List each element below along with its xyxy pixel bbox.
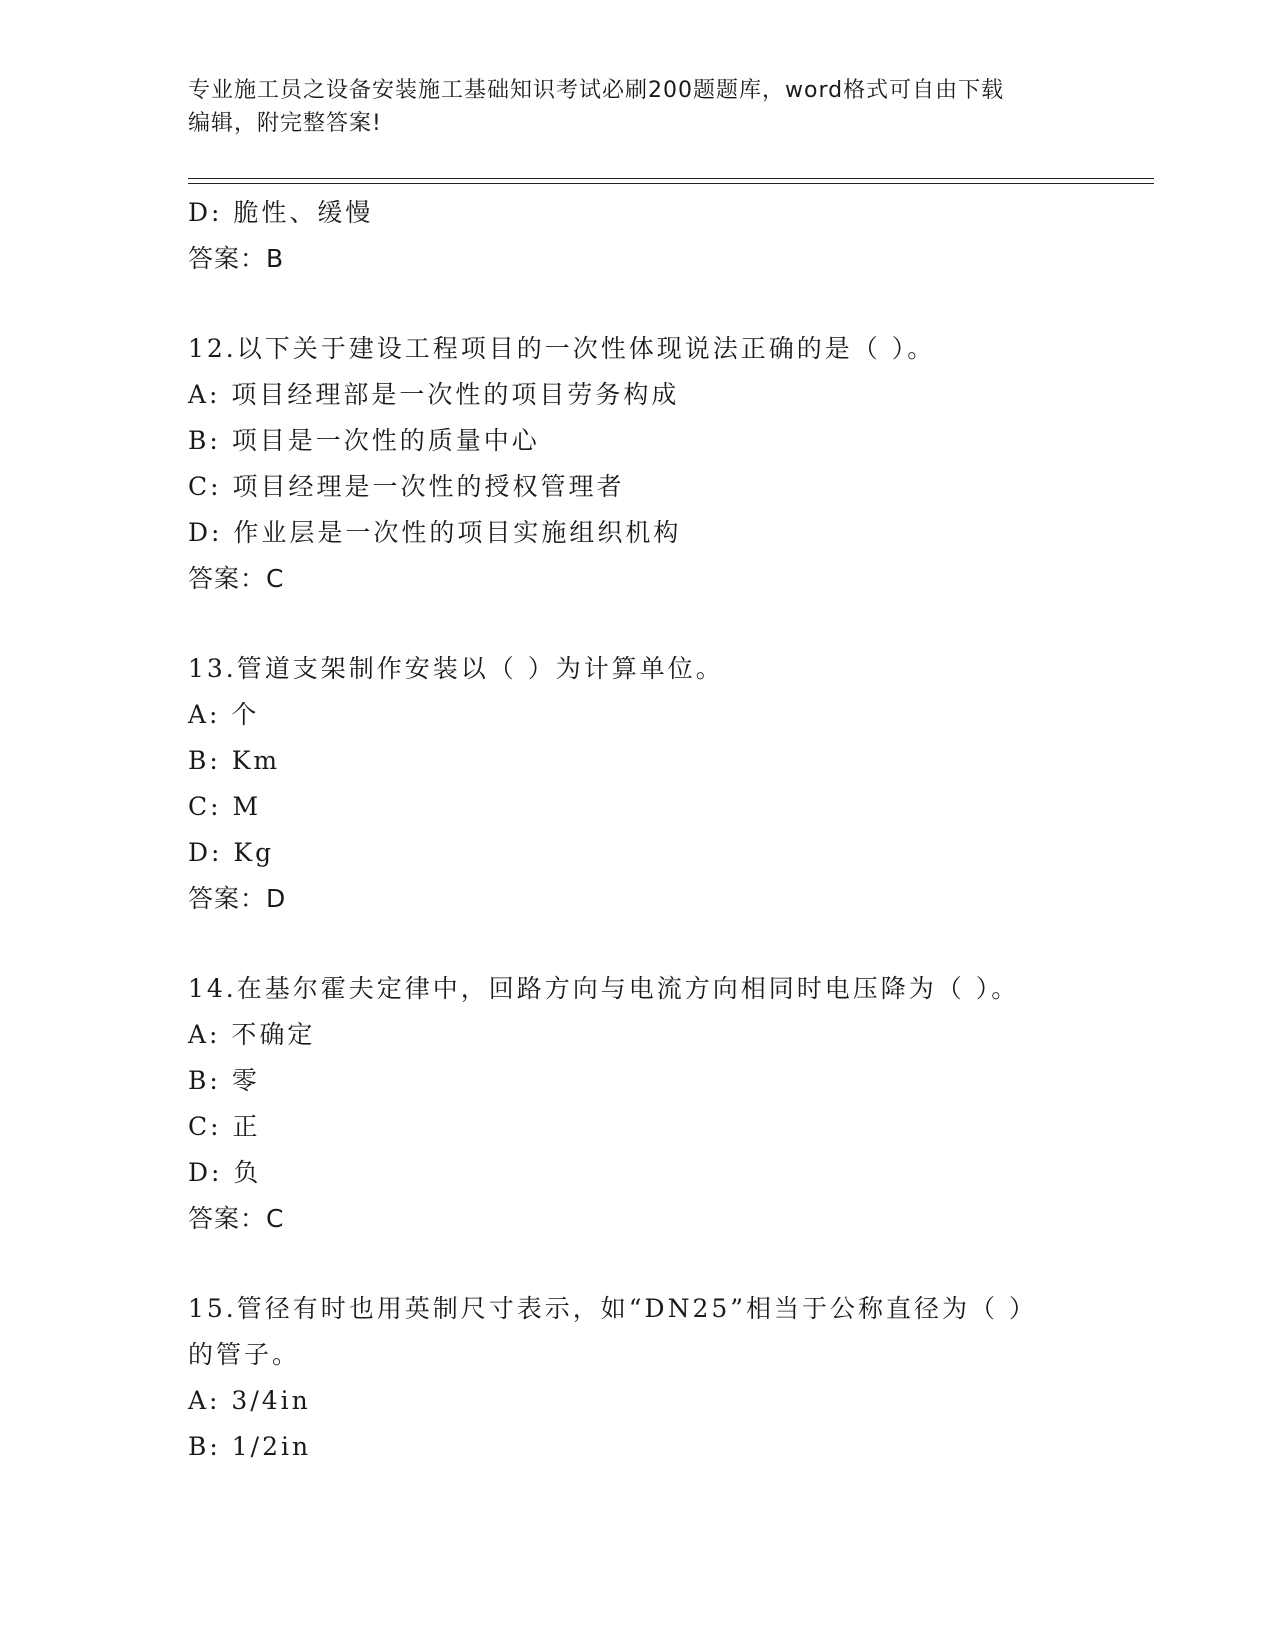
option-b: B: 零 <box>188 1066 260 1095</box>
option-a: A: 项目经理部是一次性的项目劳务构成 <box>188 380 680 409</box>
option-a: A: 不确定 <box>188 1020 316 1049</box>
header-line-1: 专业施工员之设备安装施工基础知识考试必刷200题题库，word格式可自由下载 <box>188 78 1005 103</box>
question-15 <box>188 1286 1154 1470</box>
question-stem-line-2: 的管子。 <box>188 1340 301 1369</box>
option-d: D: Kg <box>188 838 275 867</box>
question-13 <box>188 646 1154 922</box>
option-c: C: 正 <box>188 1112 261 1141</box>
option-b: B: 项目是一次性的质量中心 <box>188 426 540 455</box>
option-d: D: 作业层是一次性的项目实施组织机构 <box>188 518 682 547</box>
answer-line: 答案：C <box>188 564 285 593</box>
option-c: C: 项目经理是一次性的授权管理者 <box>188 472 625 501</box>
option-a: A: 3/4in <box>188 1386 311 1415</box>
question-stem: 13.管道支架制作安装以（ ）为计算单位。 <box>188 654 724 683</box>
question-stem: 12.以下关于建设工程项目的一次性体现说法正确的是（ ）。 <box>188 334 936 363</box>
question-list <box>188 190 1154 1470</box>
header-divider-top <box>188 178 1154 179</box>
answer-line: 答案：D <box>188 884 287 913</box>
option-d: D: 脆性、缓慢 <box>188 198 374 227</box>
option-c: C: M <box>188 792 262 821</box>
answer-line: 答案：C <box>188 1204 285 1233</box>
option-b: B: 1/2in <box>188 1432 312 1461</box>
document-header <box>188 74 1088 140</box>
header-line-2: 编辑，附完整答案! <box>188 111 382 136</box>
option-a: A: 个 <box>188 700 260 729</box>
question-stem-line-1: 15.管径有时也用英制尺寸表示，如“DN25”相当于公称直径为（ ） <box>188 1294 1037 1323</box>
question-14 <box>188 966 1154 1242</box>
question-12 <box>188 326 1154 602</box>
header-divider-bottom <box>188 183 1154 184</box>
option-b: B: Km <box>188 746 281 775</box>
option-d: D: 负 <box>188 1158 262 1187</box>
question-stem: 14.在基尔霍夫定律中，回路方向与电流方向相同时电压降为（ ）。 <box>188 974 1020 1003</box>
answer-line: 答案：B <box>188 244 285 273</box>
